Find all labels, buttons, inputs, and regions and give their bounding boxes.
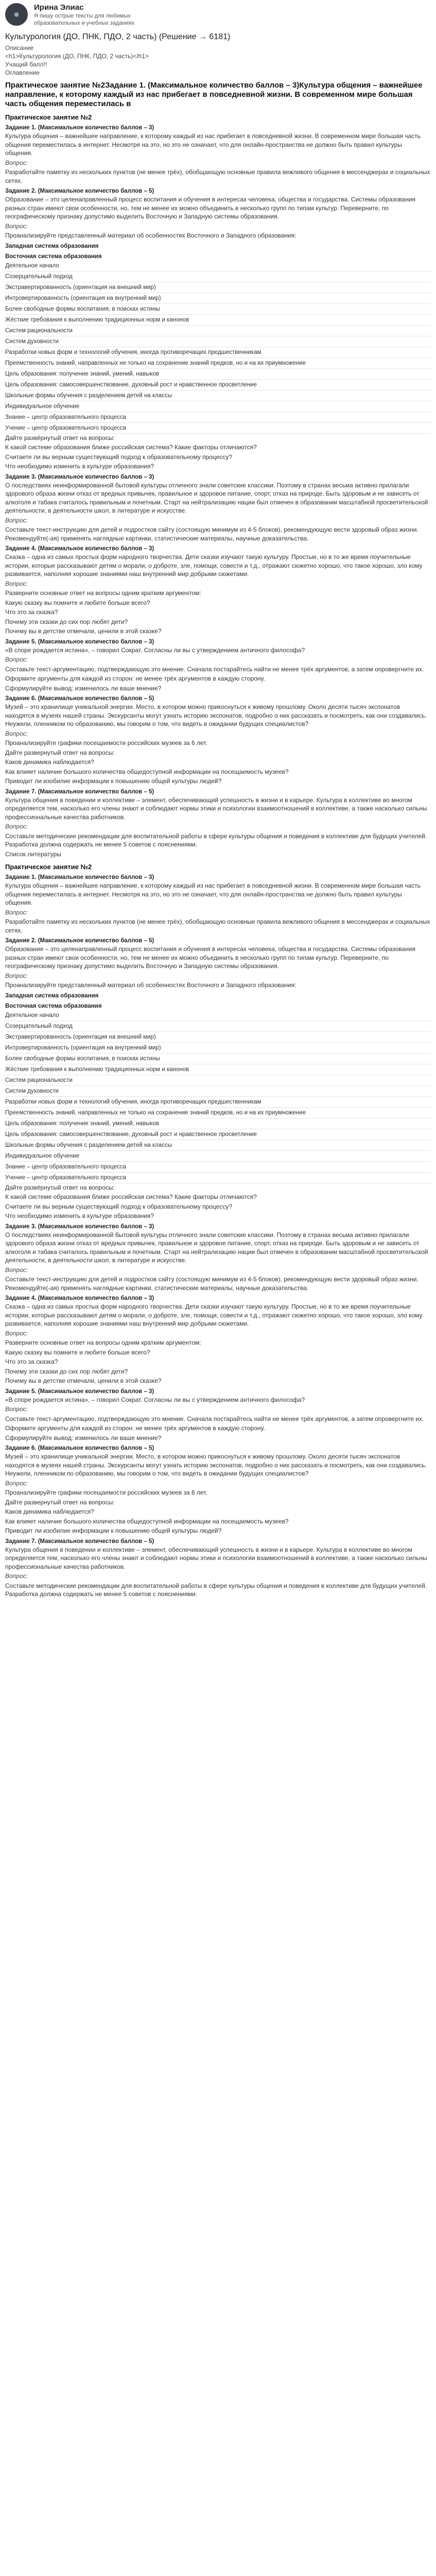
task-heading: Восточная система образования	[5, 253, 102, 260]
paragraph: Составьте методические рекомендации для воспитательной работы в сфере культуры общения и поведения в коллективе для будущих учителей. Разработка должна содержать не менее 5 советов с пояснениями.	[5, 1582, 427, 1598]
paragraph: «В споре рождается истина», – говорил Сократ. Согласны ли вы с утверждением античного философа?	[5, 646, 305, 654]
paragraph: Разверните основные ответ на вопросы одним кратким аргументом:	[5, 1339, 201, 1346]
comparison-item: Более свободные формы воспитания, в поисках истины	[5, 1054, 431, 1064]
comparison-item: Созерцательный подход	[5, 1021, 431, 1032]
paragraph: Что это за сказка?	[5, 608, 58, 616]
paragraph: Разработайте памятку из нескольких пунктов (не менее трёх), обобщающую основные правила вежливого общения в мессенджерах и социальных сетях.	[5, 918, 430, 934]
task-heading: Задание 2. (Максимальное количество баллов – 5)	[5, 188, 154, 194]
paragraph: Как влияет наличие большого количества общедоступной информации на посещаемость музеев?	[5, 1517, 289, 1525]
document-body	[5, 81, 431, 1599]
paragraph: Проанализируйте графики посещаемости российских музеев за 6 лет.	[5, 1489, 207, 1496]
paragraph: К какой системе образования ближе российская система? Какие факторы отличаются?	[5, 1193, 257, 1200]
paragraph: Сказка – одна из самых простых форм народного творчества. Дети сказки изучают такую культуру. Простые, но в то же время поучительные истории, которые рассказывают детям о морали, о доброте, зле, помощи, совести и т.д., отражают сюжетно хорошо, что такое хорошо, зло кому развивается, наполняя хорошие знаниями наш внутренний мир добрыми сюжетами.	[5, 1303, 423, 1327]
paragraph: Образование – это целенаправленный процесс воспитания и обучения в интересах человека, общества и государства. Системы образования разных стран имеют свои особенности, но, тем не менее их можно объединить в несколько групп по типам культур. Переверните, по географическому признаку допустимо выделить Восточную и Западную системы образования.	[5, 945, 416, 970]
paragraph: Почему вы в детстве отмечали, ценили в этой сказке?	[5, 628, 162, 635]
comparison-item: Индивидуальное обучение	[5, 1151, 431, 1162]
section-heading: Практическое занятие №2	[5, 113, 92, 121]
page-title: Культурология (ДО, ПНК, ПДО, 2 часть) (Решение → 6181)	[5, 32, 231, 41]
comparison-item: Систем рациональности	[5, 326, 431, 336]
comparison-item: Созерцательный подход	[5, 272, 431, 282]
paragraph: Что необходимо изменить в культуре образования?	[5, 463, 154, 470]
comparison-item: Разработки новых форм и технологий обучения, иногда противоречащих предшественникам	[5, 347, 431, 358]
comparison-item: Цель образования: самосовершенствование, духовный рост и нравственное просветление	[5, 1129, 431, 1140]
user-icon: ●	[13, 8, 20, 20]
comparison-item: Жёсткие требования к выполнению традиционных норм и канонов	[5, 1064, 431, 1075]
author-block	[34, 3, 152, 27]
meta-line-description: Описание	[5, 44, 34, 52]
comparison-item: Экстравертированность (ориентация на внешний мир)	[5, 1032, 431, 1043]
question-label: Вопрос:	[5, 1329, 28, 1337]
task-heading: Задание 6. (Максимальное количество баллов – 5)	[5, 1445, 154, 1451]
paragraph: Дайте развернутый ответ на вопросы:	[5, 749, 115, 756]
paragraph: Составьте текст-аргументацию, подтверждающую это мнение. Сначала постарайтесь найти не менее трёх аргументов, а затем опровергните их.	[5, 1415, 424, 1422]
question-label: Вопрос:	[5, 159, 28, 166]
avatar[interactable]	[5, 3, 28, 26]
comparison-item: Разработки новых форм и технологий обучения, иногда противоречащих предшественникам	[5, 1097, 431, 1108]
comparison-item: Цель образования: получение знаний, умений, навыков	[5, 1118, 431, 1129]
paragraph: Образование – это целенаправленный процесс воспитания и обучения в интересах человека, общества и государства. Системы образования разных стран имеют свои особенности, но, тем не менее их можно объединить в несколько групп по типам культур. Переверните, по географическому признаку допустимо выделить Восточную и Западную системы образования.	[5, 196, 416, 220]
comparison-item: Деятельное начало	[5, 1010, 431, 1021]
comparison-item: Знание – центр образовательного процесса	[5, 412, 431, 423]
question-label: Вопрос:	[5, 972, 28, 979]
comparison-item: Знание – центр образовательного процесса	[5, 1162, 431, 1173]
paragraph: Каков динамика наблюдается?	[5, 758, 94, 766]
paragraph: Приводит ли изобилие информации к повышению общей культуры людей?	[5, 777, 222, 785]
paragraph: Как влияет наличие большого количества общедоступной информации на посещаемость музеев?	[5, 768, 289, 775]
paragraph: Дайте развёрнутый ответ на вопросы:	[5, 434, 115, 442]
paragraph: Составьте методические рекомендации для воспитательной работы в сфере культуры общения и поведения в коллективе для будущих учителей. Разработка должна содержать не менее 5 советов с пояснениями.	[5, 832, 427, 848]
meta-line-note: Учащий балл!!	[5, 61, 47, 68]
paragraph: Какую сказку вы помните и любите больше всего?	[5, 1348, 150, 1356]
comparison-item: Жёсткие требования к выполнению традиционных норм и канонов	[5, 315, 431, 326]
paragraph: Сказка – одна из самых простых форм народного творчества. Дети сказки изучают такую культуру. Простые, но в то же время поучительные истории, которые рассказывают детям о морали, о доброте, зле, помощи, совести и т.д., отражают сюжетно хорошо, что такое хорошо, зло кому развивается, наполняя хорошие знаниями наш внутренний мир добрыми сюжетами.	[5, 553, 423, 578]
question-label: Вопрос:	[5, 222, 28, 230]
question-label: Вопрос:	[5, 730, 28, 737]
task-heading: Западная система образования	[5, 243, 99, 249]
task-heading: Задание 7. (Максимальное количество баллов – 5)	[5, 1538, 154, 1545]
paragraph: Проанализируйте представленный материал об особенностях Восточного и Западного образования:	[5, 981, 297, 989]
paragraph: Составьте текст-инструкцию для детей и подростков сайту (состоящую минимум из 4-5 блоков), рекомендующую вести здоровый образ жизни. Рекомендуйте(-ая) применять наглядные картинки, статистические материалы, научные доказательства.	[5, 1276, 418, 1292]
paragraph: Составьте текст-аргументацию, подтверждающую это мнение. Сначала постарайтесь найти не менее трёх аргументов, а затем опровергните их.	[5, 665, 424, 673]
task-heading: Восточная система образования	[5, 1003, 102, 1009]
paragraph: Каков динамика наблюдается?	[5, 1508, 94, 1515]
paragraph: Список литературы	[5, 850, 61, 858]
paragraph: Сформулируйте вывод: изменилось ли ваше мнение?	[5, 1434, 162, 1442]
paragraph: Культура общения в поведении и коллективе – элемент, обеспечивающий успешность в жизни и в карьере. Культура в коллективе во многом определяется тем, насколько его члены знают и соблюдают нормы этики и психологии взаимоотношений в коллективе, а также насколько сильны профессиональные качества работников.	[5, 796, 427, 821]
meta-line-heading: <h1>Культурология (ДО, ПНК, ПДО, 2 часть)</h1>	[5, 53, 149, 60]
task-heading: Задание 4. (Максимальное количество баллов – 3)	[5, 546, 154, 552]
paragraph: Дайте развернутый ответ на вопросы:	[5, 1498, 115, 1506]
paragraph: Оформите аргументы для каждой из сторон: не менее трёх аргументов в каждую сторону.	[5, 1425, 265, 1432]
paragraph: О последствиях неинформированной бытовой культуры отличного знали советские классики. Поэтому в странах весьма активно прилагали здорового образа жизни отказ от вредных привычек, правильное и здоровое питание, спорт, отказ на природе. Быть здоровым и не зависеть от алкоголя и табака считалось правильным и почетным. Старт на нейтрализацию нации был отмечен в образовании масштабной просветительской деятельности, в деятельности школ, в литературе и искусстве.	[5, 1231, 428, 1264]
task-heading: Задание 5. (Максимальное количество баллов – 3)	[5, 638, 154, 645]
question-label: Вопрос:	[5, 656, 28, 663]
comparison-item: Систем духовности	[5, 336, 431, 347]
paragraph: Проанализируйте представленный материал об особенностях Восточного и Западного образования:	[5, 232, 297, 239]
author-header	[5, 0, 431, 29]
paragraph: Культура общения в поведении и коллективе – элемент, обеспечивающий успешность в жизни и в карьере. Культура в коллективе во многом определяется тем, насколько его члены знают и соблюдают нормы этики и психологии взаимоотношений в коллективе, а также насколько сильны профессиональные качества работников.	[5, 1546, 427, 1570]
paragraph: О последствиях неинформированной бытовой культуры отличного знали советские классики. Поэтому в странах весьма активно прилагали здорового образа жизни отказ от вредных привычек, правильное и здоровое питание, спорт, отказ на природе. Быть здоровым и не зависеть от алкоголя и табака считалось правильным и почетным. Старт на нейтрализацию нации был отмечен в образовании масштабной просветительской деятельности, в деятельности школ, в литературе и искусстве.	[5, 481, 428, 514]
paragraph: К какой системе образования ближе российская система? Какие факторы отличаются?	[5, 444, 257, 451]
paragraph: Разработайте памятку из нескольких пунктов (не менее трёх), обобщающую основные правила вежливого общения в мессенджерах и социальных сетях.	[5, 168, 430, 184]
comparison-item: Индивидуальное обучение	[5, 401, 431, 412]
comparison-item: Деятельное начало	[5, 261, 431, 272]
comparison-item: Систем рациональности	[5, 1075, 431, 1086]
paragraph: Культура общения – важнейшее направление, к которому каждый из нас прибегает в повседневной жизни. В современном мире большая часть общения переместилась в интернет. Несмотря на это, но это не означает, что для онлайн-пространства не должно быть правил культуры общения.	[5, 132, 421, 157]
task-heading: Задание 6. (Максимальное количество баллов – 5)	[5, 696, 154, 702]
paragraph: Проанализируйте графики посещаемости российских музеев за 6 лет.	[5, 739, 207, 747]
comparison-item: Преемственность знаний, направленных не только на сохранение знаний предков, но и на их приумножение	[5, 1108, 431, 1118]
question-label: Вопрос:	[5, 1479, 28, 1487]
comparison-item: Цель образования: получение знаний, умений, навыков	[5, 369, 431, 380]
paragraph: Музей – это хранилище уникальной энергии. Место, в котором можно прикоснуться к живому прошлому. Около десяти тысяч экспонатов находятся в музеях нашей страны. Экскурсанты могут узнать историю экспонатов, подробно о них рассказать и посмотреть, как они создавались. Неужели, пленником по образованию, мы говорим о том, что видеть в ожидании будущих специалистов?	[5, 1453, 427, 1477]
paragraph: Почему эти сказки до сих пор любят дети?	[5, 618, 128, 625]
question-label: Вопрос:	[5, 516, 28, 524]
task-heading: Задание 3. (Максимальное количество баллов – 3)	[5, 1223, 154, 1230]
paragraph: Музей – это хранилище уникальной энергии. Место, в котором можно прикоснуться к живому прошлому. Около десяти тысяч экспонатов находятся в музеях нашей страны. Экскурсанты могут узнать историю экспонатов, подробно о них рассказать и посмотреть, как они создавались. Неужели, пленником по образованию, мы говорим о том, что видеть в ожидании будущих специалистов?	[5, 703, 427, 727]
comparison-item: Интровертированность (ориентация на внутренний мир)	[5, 1043, 431, 1054]
task-heading: Задание 5. (Максимальное количество баллов – 3)	[5, 1388, 154, 1395]
paragraph: Почему эти сказки до сих пор любят дети?	[5, 1367, 128, 1375]
paragraph: Считаете ли вы верным существующий подход к образовательному процессу?	[5, 1202, 232, 1210]
task-heading: Задание 4. (Максимальное количество баллов – 3)	[5, 1295, 154, 1301]
task-heading: Задание 3. (Максимальное количество баллов – 3)	[5, 473, 154, 480]
paragraph: «В споре рождается истина», – говорил Сократ. Согласны ли вы с утверждением античного философа?	[5, 1396, 305, 1403]
question-label: Вопрос:	[5, 1572, 28, 1580]
question-label: Вопрос:	[5, 580, 28, 587]
question-label: Вопрос:	[5, 823, 28, 830]
question-label: Вопрос:	[5, 908, 28, 916]
comparison-item: Более свободные формы воспитания, в поисках истины	[5, 304, 431, 315]
paragraph: Разверните основные ответ на вопросы одним кратким аргументом:	[5, 589, 201, 597]
comparison-item: Учение – центр образовательного процесса	[5, 423, 431, 434]
author-tagline: Я пишу острые тексты для любимых образовательных и учебных заданиях	[34, 13, 135, 26]
paragraph: Составьте текст-инструкцию для детей и подростков сайту (состоящую минимум из 4-5 блоков), рекомендующую вести здоровый образ жизни. Рекомендуйте(-ая) применять наглядные картинки, статистические материалы, научные доказательства.	[5, 526, 418, 542]
meta-line-contents: Оглавление	[5, 69, 40, 76]
paragraph: Какую сказку вы помните и любите больше всего?	[5, 599, 150, 606]
paragraph: Дайте развёрнутый ответ на вопросы:	[5, 1183, 115, 1191]
paragraph: Что это за сказка?	[5, 1358, 58, 1365]
comparison-item: Преемственность знаний, направленных не только на сохранение знаний предков, но и на их приумножение	[5, 358, 431, 369]
comparison-item: Цель образования: самосовершенствование, духовный рост и нравственное просветление	[5, 380, 431, 391]
paragraph: Сформулируйте вывод: изменилось ли ваше мнение?	[5, 684, 162, 692]
task-heading: Задание 7. (Максимальное количество баллов – 5)	[5, 788, 154, 795]
comparison-item: Учение – центр образовательного процесса	[5, 1173, 431, 1183]
comparison-item: Систем духовности	[5, 1086, 431, 1097]
task-heading: Задание 1. (Максимальное количество баллов – 3)	[5, 125, 154, 131]
paragraph: Оформите аргументы для каждой из сторон: не менее трёх аргументов в каждую сторону.	[5, 675, 265, 682]
comparison-item: Школьные формы обучения с разделением детей на классы	[5, 1140, 431, 1151]
paragraph: Культура общения – важнейшее направление, к которому каждый из нас прибегает в повседневной жизни. В современном мире большая часть общения переместилась в интернет. Несмотря на это, но это не означает, что для онлайн-пространства не должно быть правил культуры общения.	[5, 882, 421, 906]
comparison-item: Школьные формы обучения с разделением детей на классы	[5, 391, 431, 401]
comparison-item: Экстравертированность (ориентация на внешний мир)	[5, 282, 431, 293]
paragraph: Что необходимо изменить в культуре образования?	[5, 1212, 154, 1219]
task-heading: Западная система образования	[5, 992, 99, 999]
question-label: Вопрос:	[5, 1405, 28, 1413]
paragraph: Считаете ли вы верным существующий подход к образовательному процессу?	[5, 453, 232, 461]
paragraph: Почему вы в детстве отмечали, ценили в этой сказке?	[5, 1377, 162, 1384]
comparison-item: Интровертированность (ориентация на внутренний мир)	[5, 293, 431, 304]
section-heading: Практическое занятие №2	[5, 863, 92, 871]
author-name[interactable]: Ирина Элиас	[34, 3, 84, 12]
task-heading: Задание 2. (Максимальное количество баллов – 5)	[5, 938, 154, 944]
question-label: Вопрос:	[5, 1266, 28, 1274]
paragraph: Приводит ли изобилие информации к повышению общей культуры людей?	[5, 1527, 222, 1534]
section-title: Практическое занятие №2Задание 1. (Максимальное количество баллов – 3)Культура общения – важнейшее направление, к которому каждый из нас прибегает в повседневной жизни. В современном мире большая часть общения переместилась в	[5, 81, 423, 108]
task-heading: Задание 1. (Максимальное количество баллов – 3)	[5, 874, 154, 880]
